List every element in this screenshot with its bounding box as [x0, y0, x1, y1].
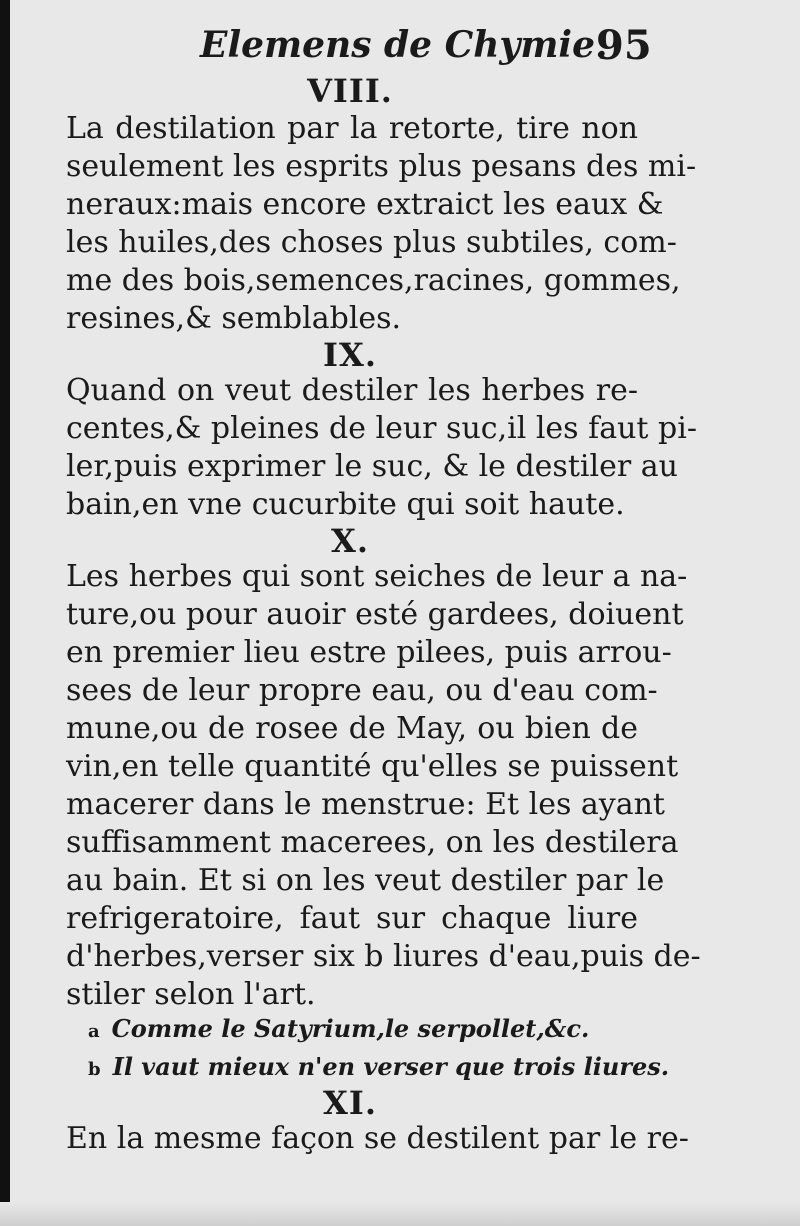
page-bottom-shadow [0, 1202, 800, 1226]
section-number-x: X. [331, 522, 369, 560]
text-line: La destilation par la retorte, tire non [66, 111, 638, 146]
text-line: ture,ou pour auoir esté gardees, doiuent [66, 597, 684, 632]
text-line: stiler selon l'art. [66, 977, 316, 1012]
footnote-marker: a [88, 1021, 100, 1042]
text-line: seulement les esprits plus pesans des mi- [66, 149, 697, 184]
text-line: mune,ou de rosee de May, ou bien de [66, 711, 638, 746]
text-line: bain,en vne cucurbite qui soit haute. [66, 487, 625, 522]
text-line: macerer dans le menstrue: Et les ayant [66, 787, 665, 822]
text-line: refrigeratoire, faut sur chaque liure [66, 901, 638, 936]
section-number-xi: XI. [323, 1084, 377, 1122]
text-line: me des bois,semences,racines, gommes, [66, 263, 681, 298]
text-line: d'herbes,verser six b liures d'eau,puis de- [66, 939, 701, 974]
text-line: sees de leur propre eau, ou d'eau com- [66, 673, 658, 708]
footnote-b [88, 1052, 669, 1081]
text-line: neraux:mais encore extraict les eaux & [66, 187, 664, 222]
text-line: Les herbes qui sont seiches de leur a na- [66, 559, 688, 594]
text-line: Quand on veut destiler les herbes re- [66, 373, 638, 408]
section-number-viii: VIII. [307, 72, 393, 110]
text-line: au bain. Et si on les veut destiler par le [66, 863, 665, 898]
text-line: vin,en telle quantité qu'elles se puissent [66, 749, 679, 784]
footnote-a [88, 1014, 589, 1043]
scan-edge [0, 0, 10, 1226]
text-line: suffisamment macerees, on les destilera [66, 825, 679, 860]
footnote-text: Il vaut mieux n'en verser que trois liures. [112, 1052, 670, 1081]
running-title: Elemens de Chymie. [200, 24, 608, 66]
text-line: centes,& pleines de leur suc,il les faut pi- [66, 411, 697, 446]
page-number: 95 [596, 22, 652, 69]
text-line: En la mesme façon se destilent par le re- [66, 1121, 689, 1156]
text-line: ler,puis exprimer le suc, & le destiler au [66, 449, 678, 484]
section-number-ix: IX. [323, 336, 377, 374]
footnote-text: Comme le Satyrium,le serpollet,&c. [111, 1014, 590, 1043]
footnote-marker: b [88, 1059, 101, 1080]
text-line: en premier lieu estre pilees, puis arrou- [66, 635, 672, 670]
text-line: les huiles,des choses plus subtiles, com- [66, 225, 677, 260]
text-line: resines,& semblables. [66, 301, 402, 336]
